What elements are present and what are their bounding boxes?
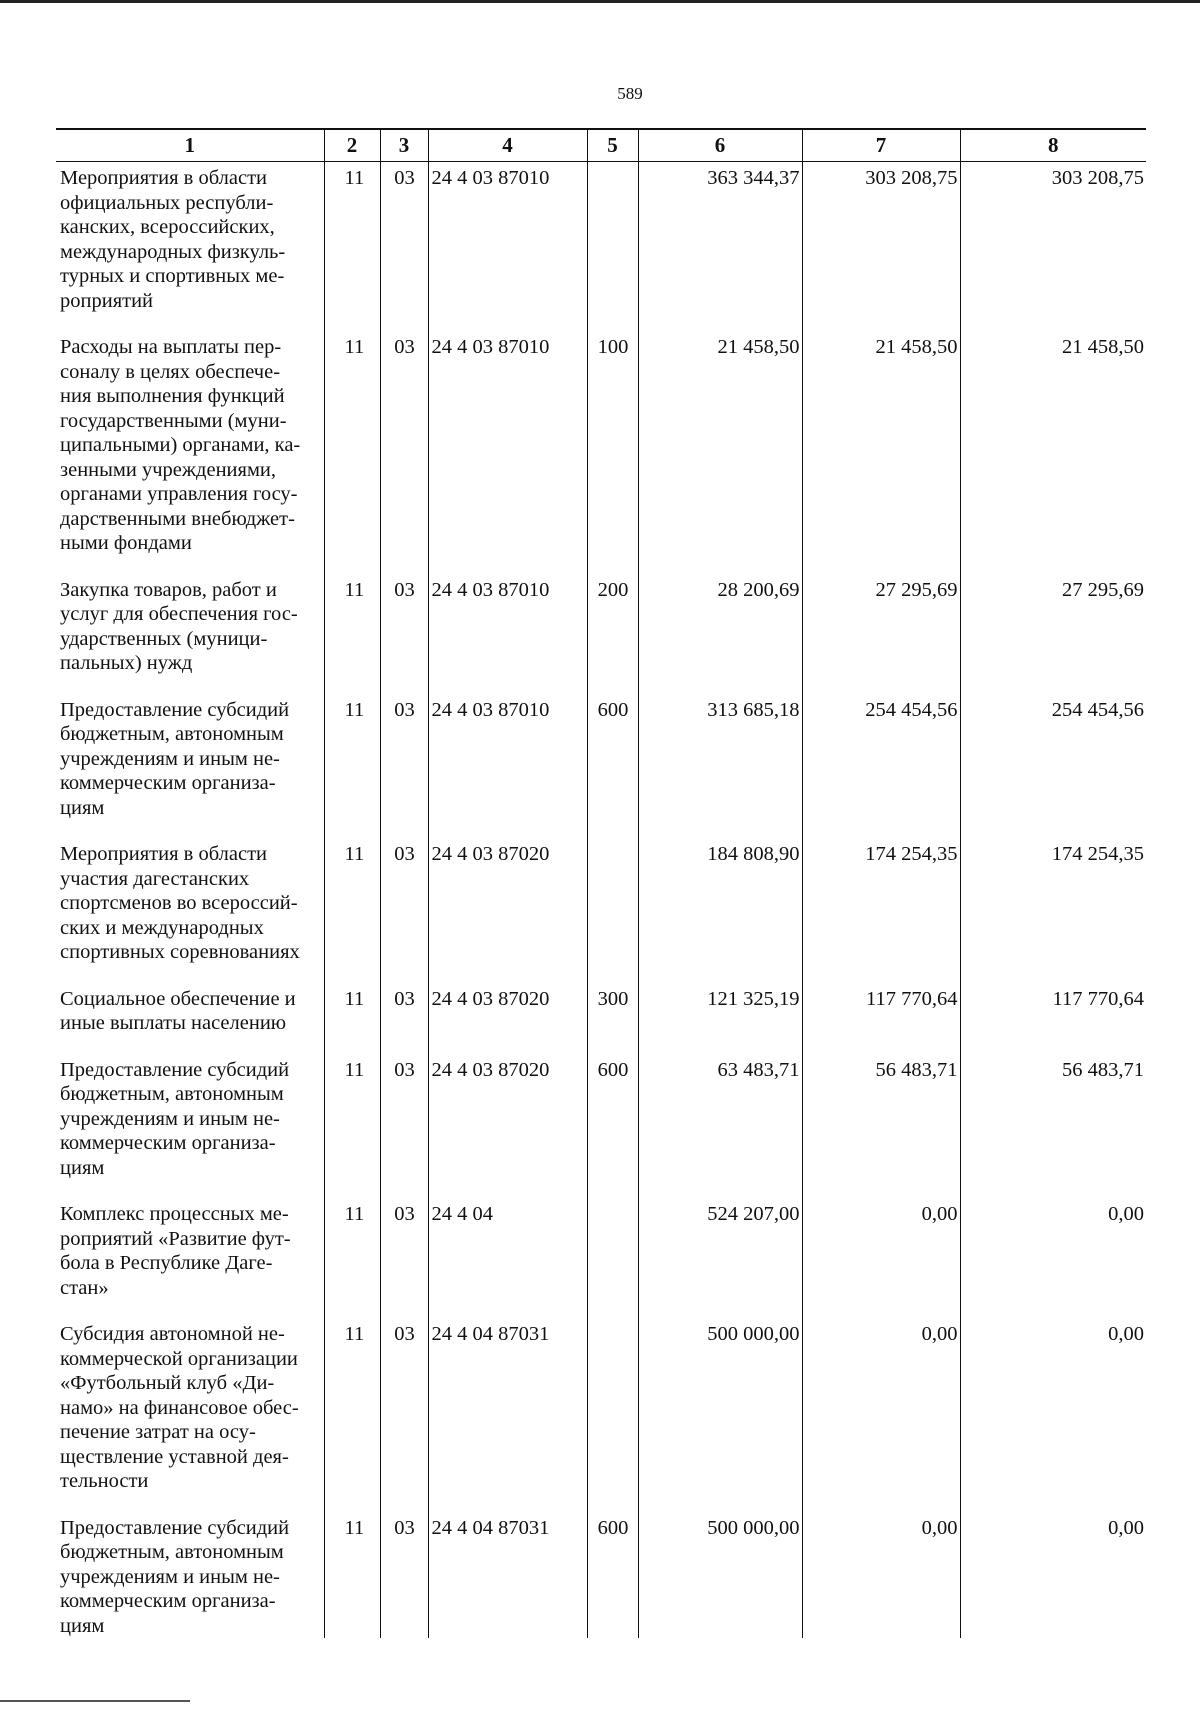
row-name <box>56 1054 324 1181</box>
row-name <box>56 983 324 1036</box>
spacer-cell <box>638 1300 802 1318</box>
table-body <box>56 162 1146 1639</box>
row-subsection-code: 03 <box>380 1318 428 1494</box>
row-section-code: 11 <box>324 1318 380 1494</box>
row-name-text: Социальное обеспечение и иные выплаты населению <box>60 987 296 1034</box>
row-name <box>56 574 324 676</box>
row-section-code: 11 <box>324 1512 380 1639</box>
table-row <box>56 838 1146 965</box>
spacer-cell <box>380 313 428 331</box>
row-subsection-code: 03 <box>380 1054 428 1181</box>
row-expense-type: 300 <box>587 983 638 1036</box>
row-name-text: Комплекс процессных ме- роприятий «Развитие фут- бола в Республике Даге- стан» <box>60 1203 291 1299</box>
spacer-cell <box>380 965 428 983</box>
row-name-text: Субсидия автономной не- коммерческой организации «Футбольный клуб «Ди- намо» на финансовое обес- печение затрат на осу- ществление уставной дея- тельности <box>60 1323 299 1492</box>
header-col-2: 2 <box>324 129 380 162</box>
row-amount-2: 0,00 <box>802 1198 960 1300</box>
spacer-cell <box>960 820 1146 838</box>
spacer-cell <box>960 965 1146 983</box>
spacer-cell <box>380 1300 428 1318</box>
spacer-cell <box>428 1494 587 1512</box>
spacer-cell <box>56 1180 324 1198</box>
row-amount-3: 56 483,71 <box>960 1054 1146 1181</box>
row-name-text: Предоставление субсидий бюджетным, автономным учреждениям и иным не- коммерческим организа- циям <box>60 1516 290 1637</box>
row-name <box>56 1198 324 1300</box>
spacer-cell <box>638 820 802 838</box>
table-row <box>56 162 1146 314</box>
spacer-cell <box>324 676 380 694</box>
spacer-cell <box>638 556 802 574</box>
spacer-cell <box>638 1494 802 1512</box>
spacer-cell <box>587 313 638 331</box>
row-name-text: Мероприятия в области участия дагестанских спортсменов во всероссий- ских и международных спортивных соревнованиях <box>60 843 300 963</box>
spacer-cell <box>428 1036 587 1054</box>
table-row <box>56 983 1146 1036</box>
table-row <box>56 1054 1146 1181</box>
spacer-cell <box>380 556 428 574</box>
spacer-cell <box>428 556 587 574</box>
spacer-cell <box>587 965 638 983</box>
spacer-cell <box>638 1036 802 1054</box>
row-name <box>56 331 324 556</box>
row-name <box>56 694 324 821</box>
row-target-article: 24 4 04 <box>428 1198 587 1300</box>
spacer-cell <box>56 1036 324 1054</box>
row-expense-type: 600 <box>587 694 638 821</box>
spacer-cell <box>638 676 802 694</box>
row-name <box>56 1318 324 1494</box>
spacer-cell <box>960 313 1146 331</box>
row-section-code: 11 <box>324 1054 380 1181</box>
row-target-article: 24 4 03 87010 <box>428 331 587 556</box>
budget-table <box>56 128 1146 1638</box>
spacer-cell <box>960 1494 1146 1512</box>
row-target-article: 24 4 04 87031 <box>428 1318 587 1494</box>
spacer-cell <box>324 1494 380 1512</box>
spacer-cell <box>56 556 324 574</box>
spacer-cell <box>56 676 324 694</box>
row-amount-3: 254 454,56 <box>960 694 1146 821</box>
spacer-cell <box>56 1300 324 1318</box>
spacer-cell <box>587 1036 638 1054</box>
page-number: 589 <box>617 84 643 103</box>
row-name <box>56 162 324 314</box>
header-col-7: 7 <box>802 129 960 162</box>
header-col-4: 4 <box>428 129 587 162</box>
row-name <box>56 1512 324 1639</box>
row-amount-2: 0,00 <box>802 1512 960 1639</box>
row-amount-3: 0,00 <box>960 1198 1146 1300</box>
row-amount-3: 0,00 <box>960 1512 1146 1639</box>
row-expense-type <box>587 1318 638 1494</box>
row-expense-type: 200 <box>587 574 638 676</box>
spacer-cell <box>380 1494 428 1512</box>
row-amount-1: 500 000,00 <box>638 1512 802 1639</box>
spacer-cell <box>802 1036 960 1054</box>
row-target-article: 24 4 04 87031 <box>428 1512 587 1639</box>
spacer-cell <box>428 313 587 331</box>
spacer-cell <box>960 1180 1146 1198</box>
row-target-article: 24 4 03 87010 <box>428 574 587 676</box>
spacer-cell <box>960 556 1146 574</box>
spacer-cell <box>587 1494 638 1512</box>
spacer-cell <box>324 1180 380 1198</box>
spacer-cell <box>324 1300 380 1318</box>
spacer-cell <box>638 313 802 331</box>
spacer-cell <box>802 313 960 331</box>
scan-edge-mark <box>0 1700 190 1702</box>
row-section-code: 11 <box>324 983 380 1036</box>
row-amount-2: 0,00 <box>802 1318 960 1494</box>
spacer-cell <box>587 1300 638 1318</box>
spacer-cell <box>56 313 324 331</box>
row-amount-2: 174 254,35 <box>802 838 960 965</box>
spacer-cell <box>324 820 380 838</box>
row-spacer <box>56 676 1146 694</box>
spacer-cell <box>380 1180 428 1198</box>
row-amount-3: 303 208,75 <box>960 162 1146 314</box>
row-target-article: 24 4 03 87020 <box>428 838 587 965</box>
row-amount-1: 184 808,90 <box>638 838 802 965</box>
scan-edge-top <box>0 0 1200 3</box>
row-subsection-code: 03 <box>380 838 428 965</box>
row-amount-2: 303 208,75 <box>802 162 960 314</box>
row-amount-3: 27 295,69 <box>960 574 1146 676</box>
spacer-cell <box>802 556 960 574</box>
spacer-cell <box>380 1036 428 1054</box>
spacer-cell <box>638 1180 802 1198</box>
row-spacer <box>56 965 1146 983</box>
spacer-cell <box>428 1300 587 1318</box>
spacer-cell <box>380 820 428 838</box>
row-amount-3: 0,00 <box>960 1318 1146 1494</box>
spacer-cell <box>587 1180 638 1198</box>
row-spacer <box>56 556 1146 574</box>
row-expense-type <box>587 1198 638 1300</box>
row-amount-3: 174 254,35 <box>960 838 1146 965</box>
spacer-cell <box>802 1494 960 1512</box>
row-spacer <box>56 1180 1146 1198</box>
spacer-cell <box>802 676 960 694</box>
row-target-article: 24 4 03 87020 <box>428 983 587 1036</box>
row-target-article: 24 4 03 87010 <box>428 694 587 821</box>
spacer-cell <box>587 820 638 838</box>
spacer-cell <box>960 1036 1146 1054</box>
row-subsection-code: 03 <box>380 331 428 556</box>
row-amount-2: 21 458,50 <box>802 331 960 556</box>
row-subsection-code: 03 <box>380 694 428 821</box>
table-header <box>56 129 1146 162</box>
row-expense-type <box>587 162 638 314</box>
spacer-cell <box>802 1300 960 1318</box>
spacer-cell <box>802 965 960 983</box>
spacer-cell <box>324 965 380 983</box>
row-target-article: 24 4 03 87020 <box>428 1054 587 1181</box>
row-subsection-code: 03 <box>380 162 428 314</box>
row-name-text: Предоставление субсидий бюджетным, автономным учреждениям и иным не- коммерческим организа- циям <box>60 1058 290 1179</box>
row-amount-1: 28 200,69 <box>638 574 802 676</box>
table-row <box>56 331 1146 556</box>
spacer-cell <box>56 965 324 983</box>
row-expense-type: 100 <box>587 331 638 556</box>
spacer-cell <box>56 820 324 838</box>
header-col-6: 6 <box>638 129 802 162</box>
spacer-cell <box>960 676 1146 694</box>
spacer-cell <box>428 965 587 983</box>
row-amount-2: 56 483,71 <box>802 1054 960 1181</box>
spacer-cell <box>638 965 802 983</box>
row-target-article: 24 4 03 87010 <box>428 162 587 314</box>
spacer-cell <box>324 313 380 331</box>
spacer-cell <box>324 1036 380 1054</box>
row-amount-1: 500 000,00 <box>638 1318 802 1494</box>
row-amount-1: 121 325,19 <box>638 983 802 1036</box>
spacer-cell <box>56 1494 324 1512</box>
spacer-cell <box>324 556 380 574</box>
header-col-8: 8 <box>960 129 1146 162</box>
row-name <box>56 838 324 965</box>
table-row <box>56 1512 1146 1639</box>
row-section-code: 11 <box>324 574 380 676</box>
row-section-code: 11 <box>324 162 380 314</box>
row-expense-type <box>587 838 638 965</box>
row-amount-2: 27 295,69 <box>802 574 960 676</box>
row-spacer <box>56 1494 1146 1512</box>
row-subsection-code: 03 <box>380 1198 428 1300</box>
row-spacer <box>56 1300 1146 1318</box>
row-subsection-code: 03 <box>380 1512 428 1639</box>
spacer-cell <box>428 820 587 838</box>
row-spacer <box>56 1036 1146 1054</box>
spacer-cell <box>428 676 587 694</box>
row-spacer <box>56 313 1146 331</box>
row-amount-1: 363 344,37 <box>638 162 802 314</box>
spacer-cell <box>587 676 638 694</box>
row-amount-2: 117 770,64 <box>802 983 960 1036</box>
table-row <box>56 1318 1146 1494</box>
row-name-text: Предоставление субсидий бюджетным, автономным учреждениям и иным не- коммерческим организа- циям <box>60 698 290 819</box>
row-amount-1: 63 483,71 <box>638 1054 802 1181</box>
row-section-code: 11 <box>324 694 380 821</box>
spacer-cell <box>380 676 428 694</box>
row-amount-2: 254 454,56 <box>802 694 960 821</box>
spacer-cell <box>802 820 960 838</box>
row-amount-1: 313 685,18 <box>638 694 802 821</box>
row-amount-1: 21 458,50 <box>638 331 802 556</box>
row-amount-3: 21 458,50 <box>960 331 1146 556</box>
row-spacer <box>56 820 1146 838</box>
row-name-text: Закупка товаров, работ и услуг для обеспечения гос- ударственных (муници- пальных) нужд <box>60 578 298 674</box>
row-expense-type: 600 <box>587 1054 638 1181</box>
row-amount-3: 117 770,64 <box>960 983 1146 1036</box>
row-section-code: 11 <box>324 838 380 965</box>
row-name-text: Мероприятия в области официальных республи- канских, всероссийских, международных физкуль- турных и спортивных ме- роприятий <box>60 167 286 312</box>
row-section-code: 11 <box>324 1198 380 1300</box>
spacer-cell <box>428 1180 587 1198</box>
header-col-5: 5 <box>587 129 638 162</box>
row-subsection-code: 03 <box>380 574 428 676</box>
spacer-cell <box>587 556 638 574</box>
table-row <box>56 574 1146 676</box>
row-amount-1: 524 207,00 <box>638 1198 802 1300</box>
spacer-cell <box>802 1180 960 1198</box>
row-name-text: Расходы на выплаты пер- соналу в целях обеспече- ния выполнения функций государственными (муни- ципальными) органами, ка- зенными учреждениями, органами управления госу- дарственными внебюджет- ными фондами <box>60 336 301 554</box>
header-col-1: 1 <box>56 129 324 162</box>
header-col-3: 3 <box>380 129 428 162</box>
table-row <box>56 1198 1146 1300</box>
row-subsection-code: 03 <box>380 983 428 1036</box>
row-section-code: 11 <box>324 331 380 556</box>
spacer-cell <box>960 1300 1146 1318</box>
table-row <box>56 694 1146 821</box>
row-expense-type: 600 <box>587 1512 638 1639</box>
